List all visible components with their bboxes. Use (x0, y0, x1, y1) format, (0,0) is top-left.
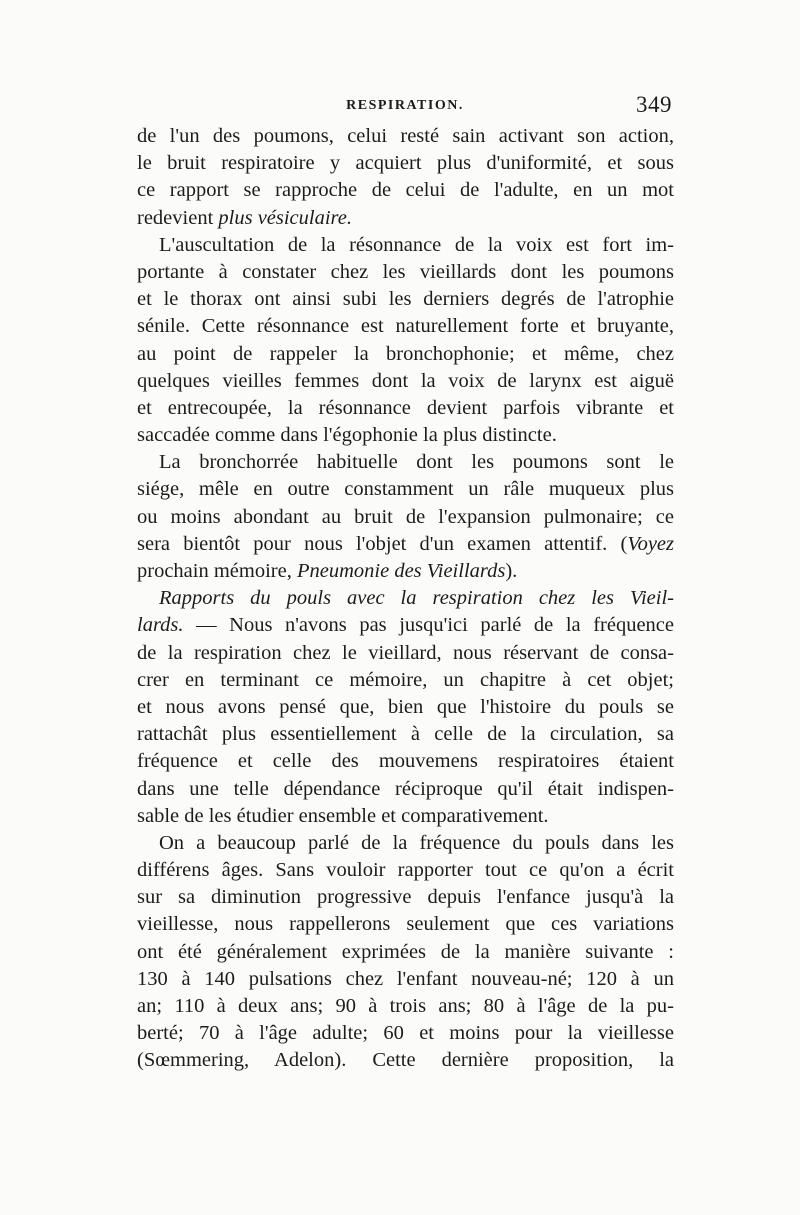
text-line: dans une telle dépendance réciproque qu'il était indispen- (137, 777, 674, 800)
text-line: de l'un des poumons, celui resté sain activant son action, (137, 125, 674, 147)
text-line: rattachât plus essentiellement à celle de la circulation, sa (137, 723, 674, 746)
text-span: ). (505, 560, 518, 582)
text-line: au point de rappeler la bronchophonie; et même, chez (137, 342, 674, 365)
text-line: (Sœmmering, Adelon). Cette dernière proposition, la (137, 1049, 674, 1072)
text-line (137, 531, 674, 558)
text-line: crer en terminant ce mémoire, un chapitre à cet objet; (137, 668, 674, 691)
text-line: différens âges. Sans vouloir rapporter tout ce qu'on a écrit (137, 859, 674, 882)
italic-term: Pneumonie des Vieillards (296, 560, 506, 582)
text-line: et entrecoupée, la résonnance devient parfois vibrante et (137, 396, 674, 419)
text-span: prochain mémoire, (137, 560, 297, 582)
text-line: sénile. Cette résonnance est naturellement forte et bruyante, (137, 315, 674, 338)
paragraph-start-line: On a beaucoup parlé de la fréquence du pouls dans les (159, 831, 674, 854)
text-line: vieillesse, nous rappellerons seulement que ces variations (137, 913, 674, 936)
text-line (137, 558, 674, 585)
italic-term: Voyez (627, 532, 674, 555)
paragraph-start-line: La bronchorrée habituelle dont les poumons sont le (159, 451, 674, 474)
running-title: RESPIRATION. (346, 98, 464, 113)
body-text (137, 123, 674, 1075)
text-line: 130 à 140 pulsations chez l'enfant nouveau-né; 120 à un (137, 967, 674, 990)
section-heading: Rapports du pouls avec la respiration chez les Vieil- (159, 587, 674, 610)
text-line: ce rapport se rapproche de celui de l'adulte, en un mot (137, 179, 674, 202)
text-line: fréquence et celle des mouvemens respiratoires étaient (137, 750, 674, 773)
text-line: sur sa diminution progressive depuis l'enfance jusqu'à la (137, 886, 674, 909)
text-span: sera bientôt pour nous l'objet d'un examen attentif. ( (137, 532, 628, 555)
section-heading: lards. (137, 614, 184, 637)
text-line: saccadée comme dans l'égophonie la plus distincte. (137, 424, 557, 447)
text-line: portante à constater chez les vieillards dont les poumons (137, 260, 674, 283)
text-span: redevient (137, 206, 219, 229)
text-line: quelques vieilles femmes dont la voix de larynx est aiguë (137, 369, 674, 392)
page-number: 349 (636, 92, 672, 117)
text-line: siége, mêle en outre constamment un râle muqueux plus (137, 478, 674, 501)
text-line (137, 612, 674, 639)
section-heading-line (137, 585, 674, 612)
text-line: ont été généralement exprimées de la manière suivante : (137, 940, 674, 963)
text-line: an; 110 à deux ans; 90 à trois ans; 80 à l'âge de la pu- (137, 995, 674, 1017)
italic-term: plus vésiculaire. (218, 206, 352, 229)
text-line (137, 205, 674, 232)
text-line: le bruit respiratoire y acquiert plus d'uniformité, et sous (137, 152, 674, 175)
text-line: berté; 70 à l'âge adulte; 60 et moins pour la vieillesse (137, 1022, 674, 1045)
text-line: ou moins abondant au bruit de l'expansion pulmonaire; ce (137, 505, 674, 528)
paragraph-start-line: L'auscultation de la résonnance de la voix est fort im- (159, 233, 674, 256)
text-line: et le thorax ont ainsi subi les derniers degrés de l'atrophie (137, 288, 674, 311)
text-line: de la respiration chez le vieillard, nous réservant de consa- (137, 641, 674, 664)
text-line: sable de les étudier ensemble et comparativement. (137, 804, 549, 827)
text-line: et nous avons pensé que, bien que l'histoire du pouls se (137, 695, 674, 718)
text-span: — Nous n'avons pas jusqu'ici parlé de la fréquence (183, 614, 674, 637)
running-head (138, 92, 672, 122)
